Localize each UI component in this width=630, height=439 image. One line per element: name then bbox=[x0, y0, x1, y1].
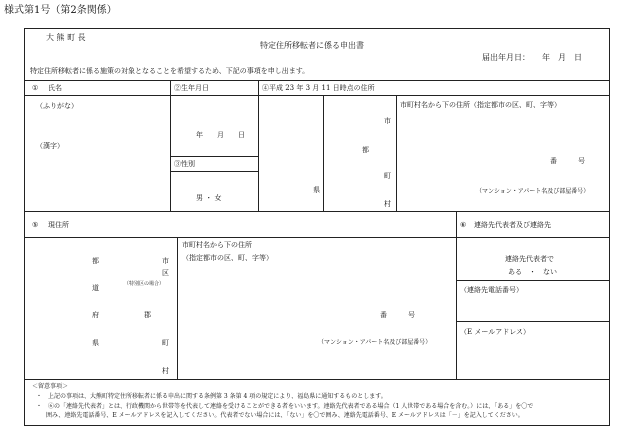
s5-shi: 市 bbox=[162, 257, 169, 265]
notes-header: ＜留意事項＞ bbox=[32, 383, 69, 390]
s5-address-label2: （指定都市の区、町、字等） bbox=[182, 254, 273, 262]
furigana-label: （ふりがな） bbox=[36, 102, 78, 110]
s4-address-label: 市町村名から下の住所（指定都市の区、町、字等） bbox=[400, 101, 561, 109]
birthdate-value: 年 月 日 bbox=[196, 131, 245, 139]
s4-ken: 県 bbox=[313, 186, 320, 194]
s5-ku: 区 bbox=[162, 269, 169, 277]
s5-num: ⑤ bbox=[32, 221, 39, 229]
s5-gun: 郡 bbox=[144, 311, 151, 319]
form-number: 様式第1号（第2条関係） bbox=[4, 5, 117, 16]
s4-shi: 市 bbox=[384, 117, 391, 125]
kanji-label: （漢字） bbox=[36, 142, 64, 150]
s5-machi: 町 bbox=[162, 339, 169, 347]
submission-date: 届出年月日： 年 月 日 bbox=[482, 53, 582, 62]
s5-ken: 県 bbox=[92, 339, 99, 347]
s5-address-label1: 市町村名から下の住所 bbox=[182, 241, 252, 249]
birthdate-label: ②生年月日 bbox=[174, 84, 209, 92]
s1-num: ① bbox=[32, 84, 39, 92]
s6-num: ⑥ bbox=[460, 221, 467, 229]
s4-to: 都 bbox=[362, 146, 369, 154]
gender-label: ③性別 bbox=[174, 160, 195, 168]
note-2a: ・ ⑥の「連絡先代表者」とは、行政機関から世帯等を代表して連絡を受けることができる者をいいます。連絡先代表者である場合（1 人世帯である場合を含む。）には、「ある」を〇で bbox=[36, 403, 534, 410]
s4-mura: 村 bbox=[384, 200, 391, 208]
s5-note: （特別区の場合） bbox=[124, 281, 165, 287]
s4-mansion: （マンション・アパート名及び部屋番号） bbox=[476, 188, 590, 195]
contact-rep-answer[interactable]: ある ・ ない bbox=[508, 268, 557, 276]
s5-mansion: （マンション・アパート名及び部屋番号） bbox=[318, 339, 432, 346]
s5-fu: 府 bbox=[92, 311, 99, 319]
contact-email-label: （E メールアドレス） bbox=[460, 328, 530, 336]
contact-rep-question: 連絡先代表者で bbox=[505, 255, 554, 263]
s5-do: 道 bbox=[92, 284, 99, 292]
gender-options: 男 ・ 女 bbox=[196, 194, 222, 202]
s5-to: 都 bbox=[92, 257, 99, 265]
name-label: 氏名 bbox=[48, 84, 62, 92]
s4-banchi: 番 号 bbox=[550, 157, 585, 165]
address-2011-label: ④平成 23 年 3 月 11 日時点の住所 bbox=[262, 84, 375, 92]
s5-mura: 村 bbox=[162, 367, 169, 375]
addressee: 大 熊 町 長 bbox=[46, 33, 86, 42]
note-2b: 囲み、連絡先電話番号、E メールアドレスを記入してください。代表者でない場合には、「ない」を〇で囲み、連絡先電話番号、E メールアドレスは「－」を記入してください。 bbox=[46, 412, 524, 419]
intro-text: 特定住所移転者に係る施策の対象となることを希望するため、下記の事項を申し出ます。 bbox=[30, 67, 310, 75]
s5-banchi: 番 号 bbox=[380, 311, 415, 319]
note-1: ・ 上記の事項は、大熊町特定住所移転者に係る申出に関する条例第 3 条第 4 項の規定により、福島県に通知するものとします。 bbox=[36, 393, 387, 400]
current-address-label: 現住所 bbox=[48, 221, 69, 229]
contact-phone-label: （連絡先電話番号） bbox=[460, 286, 523, 294]
s4-machi: 町 bbox=[384, 172, 391, 180]
form-title: 特定住所移転者に係る申出書 bbox=[260, 41, 364, 50]
contact-rep-label: 連絡先代表者及び連絡先 bbox=[474, 221, 551, 229]
